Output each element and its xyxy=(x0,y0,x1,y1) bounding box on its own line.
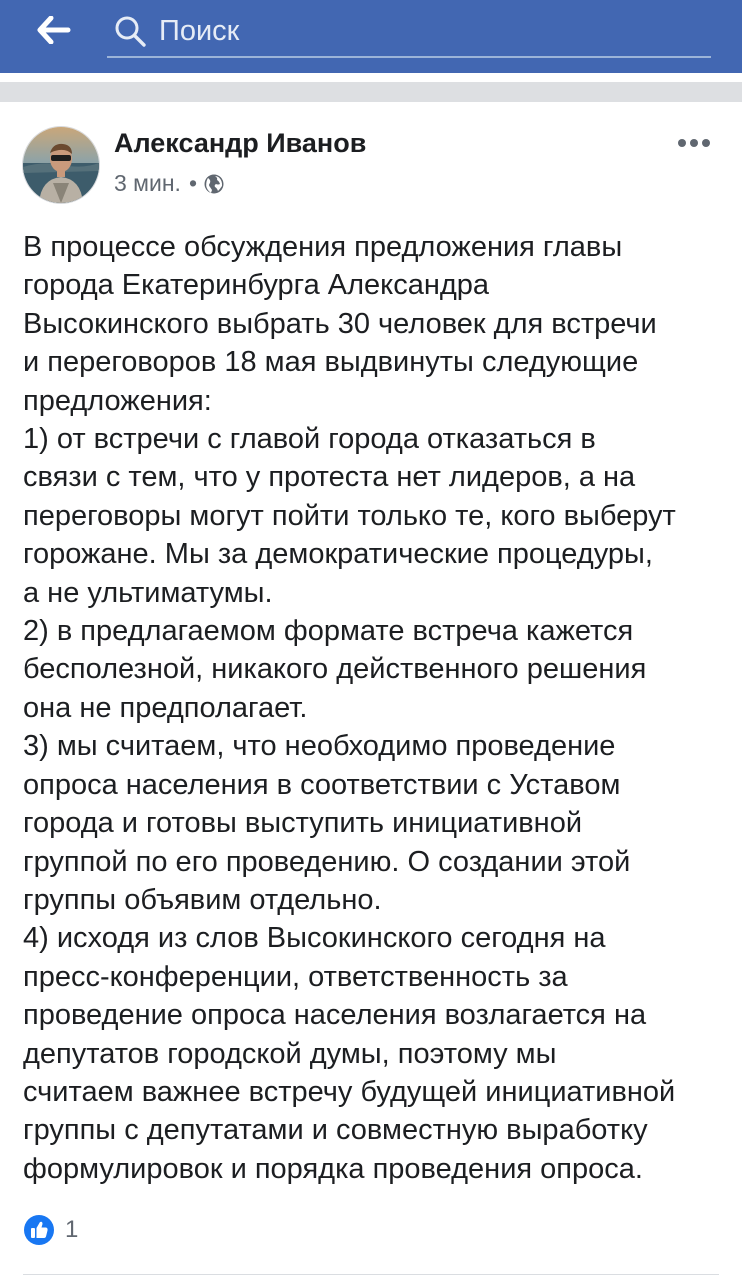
search-bar[interactable] xyxy=(107,6,711,58)
post-text: В процессе обсуждения предложения главы города Екатеринбурга Александра Высокинского выбрать 30 человек для встречи и переговоров 18 мая выдвинуты следующие предложения: 1) от встречи с главой города отказаться в связи с тем, что у протеста нет лидеров, а на переговоры могут пойти только те, кого выберут горожане. Мы за демократические процедуры, а не ультиматумы. 2) в предлагаемом формате встреча кажется бесполезной, никакого действенного решения она не предполагает. 3) мы считаем, что необходимо проведение опроса населения в соответствии с Уставом города и готовы выступить инициативной группой по его проведению. О создании этой группы объявим отдельно. 4) исходя из слов Высокинского сегодня на пресс-конференции, ответственность за проведение опроса населения возлагается на депутатов городской думы, поэтому мы считаем важнее встречу будущей инициативной группы с депутатами и совместную выработку формулировок и порядка проведения опроса. xyxy=(23,231,676,1185)
search-input[interactable] xyxy=(159,10,699,52)
feed-separator xyxy=(0,82,742,102)
author-name[interactable]: Александр Иванов xyxy=(114,128,367,158)
search-icon xyxy=(113,14,147,48)
back-arrow-icon xyxy=(37,16,71,44)
top-navigation-bar xyxy=(0,0,742,73)
post-time[interactable]: 3 мин. xyxy=(114,170,181,196)
post-meta xyxy=(114,170,225,197)
more-options-button[interactable] xyxy=(670,128,718,158)
avatar-photo xyxy=(23,127,99,203)
avatar[interactable] xyxy=(22,126,100,204)
globe-icon xyxy=(203,173,225,195)
post-card xyxy=(0,102,742,1280)
meta-separator: • xyxy=(188,170,197,196)
like-reaction-icon xyxy=(23,1214,55,1246)
more-options-icon xyxy=(677,138,711,148)
reactions-summary[interactable] xyxy=(23,1214,78,1246)
back-button[interactable] xyxy=(30,10,78,50)
like-count: 1 xyxy=(65,1216,79,1243)
reactions-divider xyxy=(23,1274,719,1275)
